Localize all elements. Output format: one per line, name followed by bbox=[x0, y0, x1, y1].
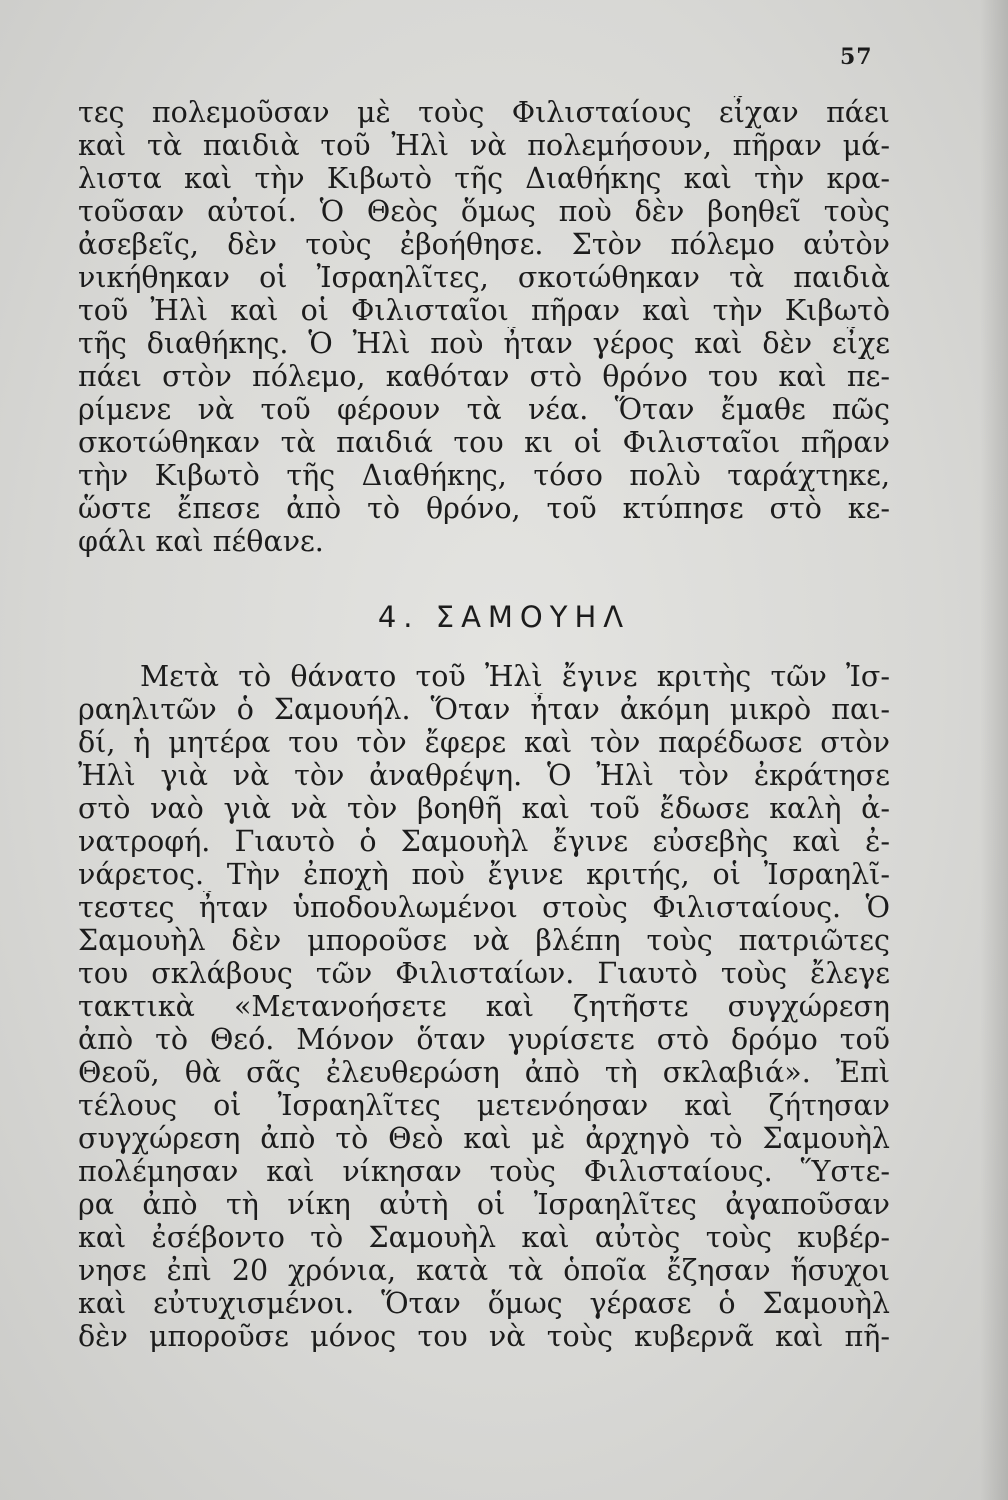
text-line: τες πολεμοῦσαν μὲ τοὺς Φιλισταίους εἶχαν πάει bbox=[78, 96, 890, 129]
text-line: τῆς διαθήκης. Ὁ Ἠλὶ ποὺ ἦταν γέρος καὶ δὲν εἶχε bbox=[78, 327, 890, 360]
page-number: 57 bbox=[840, 44, 873, 70]
text-line: λιστα καὶ τὴν Κιβωτὸ τῆς Διαθήκης καὶ τὴν κρα- bbox=[78, 162, 890, 195]
paragraph-eli bbox=[78, 96, 890, 558]
text-line: ἀπὸ τὸ Θεό. Μόνον ὅταν γυρίσετε στὸ δρόμο τοῦ bbox=[78, 1023, 890, 1056]
text-line: του σκλάβους τῶν Φιλισταίων. Γιαυτὸ τοὺς ἔλεγε bbox=[78, 957, 890, 990]
text-line: καὶ εὐτυχισμένοι. Ὅταν ὅμως γέρασε ὁ Σαμουὴλ bbox=[78, 1287, 890, 1320]
text-line: φάλι καὶ πέθανε. bbox=[78, 525, 324, 558]
text-line: Θεοῦ, θὰ σᾶς ἐλευθερώση ἀπὸ τὴ σκλαβιά». Ἐπὶ bbox=[78, 1056, 890, 1089]
text-line: ρα ἀπὸ τὴ νίκη αὐτὴ οἱ Ἰσραηλῖτες ἀγαποῦσαν bbox=[78, 1188, 890, 1221]
text-line: τακτικὰ «Μετανοήσετε καὶ ζητῆστε συγχώρεση bbox=[78, 990, 890, 1023]
text-line: Ἠλὶ γιὰ νὰ τὸν ἀναθρέψη. Ὁ Ἠλὶ τὸν ἐκράτησε bbox=[78, 759, 890, 792]
text-line: τεστες ἦταν ὑποδουλωμένοι στοὺς Φιλισταίους. Ὁ bbox=[78, 891, 890, 924]
text-line: ὥστε ἔπεσε ἀπὸ τὸ θρόνο, τοῦ κτύπησε στὸ κε- bbox=[78, 492, 890, 525]
section-heading: 4. ΣΑΜΟΥΗΛ bbox=[377, 600, 631, 634]
text-line: πολέμησαν καὶ νίκησαν τοὺς Φιλισταίους. Ὕστε- bbox=[78, 1155, 890, 1188]
text-line: νησε ἐπὶ 20 χρόνια, κατὰ τὰ ὁποῖα ἔζησαν ἥσυχοι bbox=[78, 1254, 890, 1287]
paragraph-samuel bbox=[78, 660, 890, 1353]
page-edge-shadow bbox=[980, 0, 1008, 1500]
text-line: δὲν μποροῦσε μόνος του νὰ τοὺς κυβερνᾶ καὶ πῆ- bbox=[78, 1320, 890, 1353]
text-line: Μετὰ τὸ θάνατο τοῦ Ἠλὶ ἔγινε κριτὴς τῶν Ἰσ- bbox=[140, 660, 890, 693]
text-line: τοῦ Ἠλὶ καὶ οἱ Φιλισταῖοι πῆραν καὶ τὴν Κιβωτὸ bbox=[78, 294, 890, 327]
text-line: πάει στὸν πόλεμο, καθόταν στὸ θρόνο του καὶ πε- bbox=[78, 360, 890, 393]
text-line: καὶ ἐσέβοντο τὸ Σαμουὴλ καὶ αὐτὸς τοὺς κυβέρ- bbox=[78, 1221, 890, 1254]
text-line: καὶ τὰ παιδιὰ τοῦ Ἠλὶ νὰ πολεμήσουν, πῆραν μά- bbox=[78, 129, 890, 162]
text-line: ρίμενε νὰ τοῦ φέρουν τὰ νέα. Ὅταν ἔμαθε πῶς bbox=[78, 393, 890, 426]
text-line: σκοτώθηκαν τὰ παιδιά του κι οἱ Φιλισταῖοι πῆραν bbox=[78, 426, 890, 459]
text-line: τοῦσαν αὐτοί. Ὁ Θεὸς ὅμως ποὺ δὲν βοηθεῖ τοὺς bbox=[78, 195, 890, 228]
text-line: νάρετος. Τὴν ἐποχὴ ποὺ ἔγινε κριτής, οἱ Ἰσραηλῖ- bbox=[78, 858, 890, 891]
text-line: δί, ἡ μητέρα του τὸν ἔφερε καὶ τὸν παρέδωσε στὸν bbox=[78, 726, 890, 759]
text-line: Σαμουὴλ δὲν μποροῦσε νὰ βλέπη τοὺς πατριῶτες bbox=[78, 924, 890, 957]
text-line: τέλους οἱ Ἰσραηλῖτες μετενόησαν καὶ ζήτησαν bbox=[78, 1089, 890, 1122]
text-line: νατροφή. Γιαυτὸ ὁ Σαμουὴλ ἔγινε εὐσεβὴς καὶ ἐ- bbox=[78, 825, 890, 858]
text-line: ραηλιτῶν ὁ Σαμουήλ. Ὅταν ἦταν ἀκόμη μικρὸ παι- bbox=[78, 693, 890, 726]
text-line: στὸ ναὸ γιὰ νὰ τὸν βοηθῆ καὶ τοῦ ἔδωσε καλὴ ἀ- bbox=[78, 792, 890, 825]
text-line: τὴν Κιβωτὸ τῆς Διαθήκης, τόσο πολὺ ταράχτηκε, bbox=[78, 459, 890, 492]
text-line: συγχώρεση ἀπὸ τὸ Θεὸ καὶ μὲ ἀρχηγὸ τὸ Σαμουὴλ bbox=[78, 1122, 890, 1155]
text-line: νικήθηκαν οἱ Ἰσραηλῖτες, σκοτώθηκαν τὰ παιδιὰ bbox=[78, 261, 890, 294]
text-line: ἀσεβεῖς, δὲν τοὺς ἐβοήθησε. Στὸν πόλεμο αὐτὸν bbox=[78, 228, 890, 261]
